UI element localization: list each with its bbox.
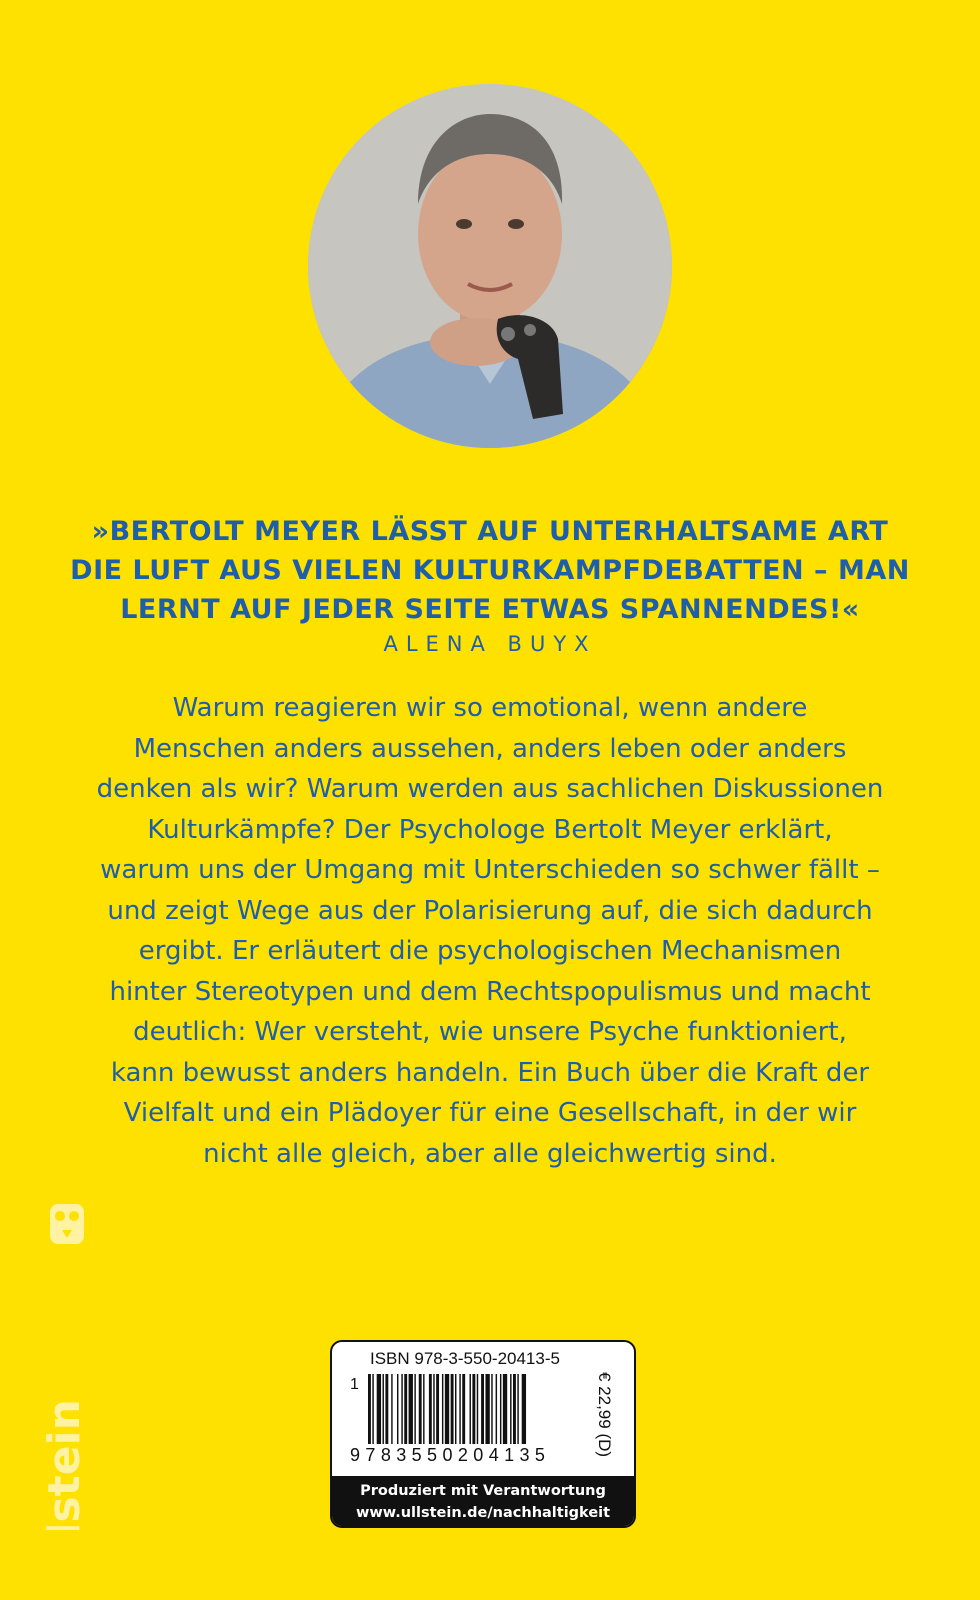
- blurb-line: Vielfalt und ein Plädoyer für eine Gesellschaft, in der wir: [123, 1098, 857, 1128]
- blurb-line: Menschen anders aussehen, anders leben oder anders: [133, 733, 847, 764]
- barcode-bar: [385, 1374, 388, 1444]
- barcode-bar: [401, 1374, 402, 1444]
- barcode-bar: [470, 1374, 471, 1444]
- barcode-bar: [436, 1374, 439, 1444]
- barcode-bar: [459, 1374, 460, 1444]
- barcode-bar: [429, 1374, 432, 1444]
- blurb-line: und zeigt Wege aus der Polarisierung auf, die sich dadurch: [107, 895, 873, 926]
- barcode-bar: [481, 1374, 484, 1444]
- notice-line: Produziert mit Verantwortung: [360, 1483, 606, 1499]
- blurb-line: Kulturkämpfe? Der Psychologe Bertolt Meyer erklärt,: [147, 814, 833, 845]
- barcode-bar: [472, 1374, 475, 1444]
- barcode-bar: [419, 1374, 422, 1444]
- barcode-bar: [510, 1374, 511, 1444]
- barcode-lead-digit: 1: [350, 1376, 359, 1393]
- barcode-bar: [496, 1374, 497, 1444]
- barcode-bar: [409, 1374, 413, 1444]
- barcode-bar: [368, 1374, 371, 1444]
- quote-line: DIE LUFT AUS VIELEN KULTURKAMPFDEBATTEN – MAN: [70, 555, 910, 586]
- barcode-bar: [423, 1374, 424, 1444]
- barcode-bar: [372, 1374, 373, 1444]
- barcode-digits: 9783550204135: [350, 1445, 551, 1465]
- barcode-bar: [455, 1374, 456, 1444]
- barcode-bar: [517, 1374, 518, 1444]
- blurb-line: kann bewusst anders handeln. Ein Buch über die Kraft der: [110, 1057, 870, 1088]
- isbn-number: ISBN 978-3-550-20413-5: [370, 1349, 560, 1368]
- barcode-bar: [503, 1374, 507, 1444]
- blurb-line: denken als wir? Warum werden aus sachlichen Diskussionen: [96, 774, 884, 804]
- barcode-bar: [491, 1374, 492, 1444]
- barcode-box: [330, 1340, 636, 1528]
- barcode-bar: [451, 1374, 454, 1444]
- blurb-line: hinter Stereotypen und dem Rechtspopulismus und macht: [109, 976, 871, 1007]
- barcode-bar: [442, 1374, 443, 1444]
- barcode-bar: [383, 1374, 384, 1444]
- quote-line: LERNT AUF JEDER SEITE ETWAS SPANNENDES!«: [120, 594, 860, 625]
- barcode-bar: [397, 1374, 398, 1444]
- publisher-logo: [44, 1200, 90, 1530]
- blurb-line: warum uns der Umgang mit Unterschieden so schwer fällt –: [100, 855, 880, 885]
- author-portrait: [308, 84, 672, 448]
- quote-line: »BERTOLT MEYER LÄSST AUF UNTERHALTSAME ART: [91, 516, 889, 547]
- barcode-bars: [368, 1374, 578, 1444]
- blurb-line: nicht alle gleich, aber alle gleichwertig sind.: [203, 1138, 777, 1169]
- quote-author: ALENA BUYX: [383, 632, 597, 656]
- blurb-line: deutlich: Wer versteht, wie unsere Psyche funktioniert,: [133, 1017, 847, 1047]
- barcode-bar: [462, 1374, 465, 1444]
- price-label: € 22,99 (D): [595, 1372, 614, 1458]
- barcode-bar: [477, 1374, 478, 1444]
- notice-link[interactable]: www.ullstein.de/nachhaltigkeit: [355, 1505, 611, 1521]
- barcode-bar: [433, 1374, 434, 1444]
- barcode-bar: [445, 1374, 449, 1444]
- barcode-bar: [404, 1374, 407, 1444]
- barcode-bar: [522, 1374, 526, 1444]
- blurb-line: Warum reagieren wir so emotional, wenn andere: [172, 693, 808, 723]
- barcode-bar: [377, 1374, 381, 1444]
- barcode-bar: [414, 1374, 415, 1444]
- publisher-wordmark: ullstein: [44, 1399, 90, 1530]
- barcode-bar: [500, 1374, 501, 1444]
- blurb-line: ergibt. Er erläutert die psychologischen Mechanismen: [138, 936, 842, 966]
- book-blurb: [60, 688, 920, 1174]
- barcode-bar: [513, 1374, 516, 1444]
- owl-icon: [50, 1204, 84, 1244]
- sustainability-notice: [332, 1476, 634, 1526]
- barcode-bar: [391, 1374, 392, 1444]
- barcode-bar: [485, 1374, 489, 1444]
- endorsement-quote: [60, 512, 920, 629]
